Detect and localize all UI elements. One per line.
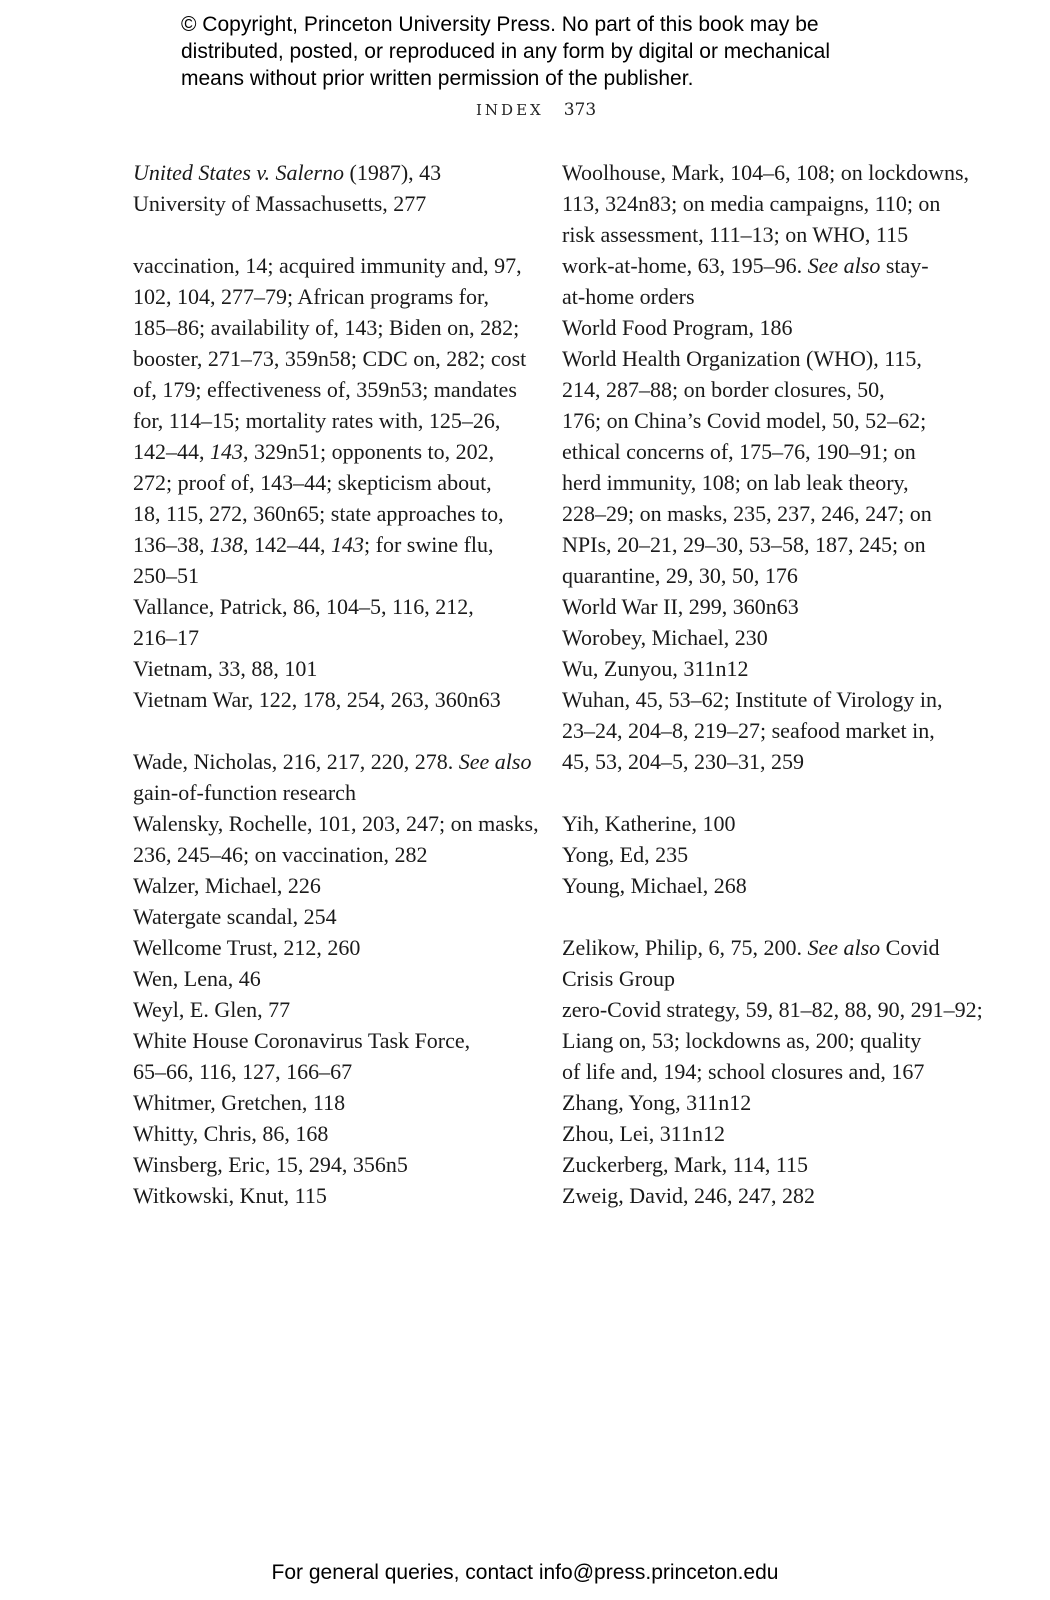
index-entry: Wu, Zunyou, 311n12: [562, 656, 749, 681]
index-entry: Worobey, Michael, 230: [562, 625, 768, 650]
index-entry: zero-Covid strategy, 59, 81–82, 88, 90, 291–92; Liang on, 53; lockdowns as, 200; quality of life and, 194; school closures and, 167: [562, 997, 983, 1084]
index-entry: Wen, Lena, 46: [133, 966, 261, 991]
letter-gap: [133, 715, 533, 746]
copyright-line: distributed, posted, or reproduced in any form by digital or mechanical: [181, 40, 831, 63]
index-entry: Whitty, Chris, 86, 168: [133, 1121, 329, 1146]
index-entry: Zweig, David, 246, 247, 282: [562, 1183, 815, 1208]
index-entry: White House Coronavirus Task Force, 65–66, 116, 127, 166–67: [133, 1028, 471, 1084]
index-entry: Vallance, Patrick, 86, 104–5, 116, 212, 216–17: [133, 594, 474, 650]
index-entry: vaccination, 14; acquired immunity and, 97, 102, 104, 277–79; African programs for, 185–86; availability of, 143; Biden on, 282; booster, 271–73, 359n58; CDC on, 282; cost of, 179; effectiveness of, 359n53; mandates for, 114–15; mortality rates with, 125–26, 142–44, 143, 329n51; opponents to, 202, 272; proof of, 143–44; skepticism about, 18, 115, 272, 360n65; state approaches to, 136–38, 138, 142–44, 143; for swine flu, 250–51: [133, 253, 527, 588]
index-entry: Zelikow, Philip, 6, 75, 200. See also Covid Crisis Group: [562, 935, 940, 991]
running-head: [476, 100, 596, 120]
letter-gap: [133, 219, 533, 250]
copyright-notice: [181, 11, 941, 92]
index-entry: Young, Michael, 268: [562, 873, 747, 898]
index-entry: Wellcome Trust, 212, 260: [133, 935, 361, 960]
index-column-left: [133, 157, 539, 1211]
index-entry: work-at-home, 63, 195–96. See also stay- at-home orders: [562, 253, 929, 309]
index-column-right: [562, 157, 983, 1211]
index-entry: Whitmer, Gretchen, 118: [133, 1090, 346, 1115]
index-entry: Vietnam War, 122, 178, 254, 263, 360n63: [133, 687, 501, 712]
index-entry: United States v. Salerno (1987), 43: [133, 160, 442, 185]
index-entry: Zuckerberg, Mark, 114, 115: [562, 1152, 809, 1177]
letter-gap: [562, 901, 962, 932]
index-entry: Yih, Katherine, 100: [562, 811, 736, 836]
index-entry: World Food Program, 186: [562, 315, 793, 340]
index-entry: Wuhan, 45, 53–62; Institute of Virology in, 23–24, 204–8, 219–27; seafood market in, 45, 53, 204–5, 230–31, 259: [562, 687, 943, 774]
copyright-line: means without prior written permission of the publisher.: [181, 67, 694, 90]
index-entry: Watergate scandal, 254: [133, 904, 337, 929]
index-entry: Yong, Ed, 235: [562, 842, 689, 867]
index-entry: Walzer, Michael, 226: [133, 873, 321, 898]
index-entry: Walensky, Rochelle, 101, 203, 247; on masks, 236, 245–46; on vaccination, 282: [133, 811, 539, 867]
footer-contact: For general queries, contact info@press.princeton.edu: [271, 1561, 779, 1584]
section-title: INDEX: [476, 101, 544, 119]
index-entry: Vietnam, 33, 88, 101: [133, 656, 318, 681]
page-number: 373: [563, 100, 597, 120]
index-entry: Wade, Nicholas, 216, 217, 220, 278. See also gain-of-function research: [133, 749, 532, 805]
letter-gap: [562, 777, 962, 808]
index-entry: University of Massachusetts, 277: [133, 191, 427, 216]
index-entry: Winsberg, Eric, 15, 294, 356n5: [133, 1152, 408, 1177]
index-entry: World War II, 299, 360n63: [562, 594, 799, 619]
index-entry: Zhang, Yong, 311n12: [562, 1090, 752, 1115]
index-entry: World Health Organization (WHO), 115, 214, 287–88; on border closures, 50, 176; on China’s Covid model, 50, 52–62; ethical concerns of, 175–76, 190–91; on herd immunity, 108; on lab leak theory, 228–29; on masks, 235, 237, 246, 247; on NPIs, 20–21, 29–30, 53–58, 187, 245; on quarantine, 29, 30, 50, 176: [562, 346, 932, 588]
copyright-line: © Copyright, Princeton University Press. No part of this book may be: [181, 13, 819, 36]
index-entry: Weyl, E. Glen, 77: [133, 997, 291, 1022]
index-entry: Zhou, Lei, 311n12: [562, 1121, 725, 1146]
index-entry: Woolhouse, Mark, 104–6, 108; on lockdowns, 113, 324n83; on media campaigns, 110; on risk assessment, 111–13; on WHO, 115: [562, 160, 970, 247]
index-entry: Witkowski, Knut, 115: [133, 1183, 327, 1208]
